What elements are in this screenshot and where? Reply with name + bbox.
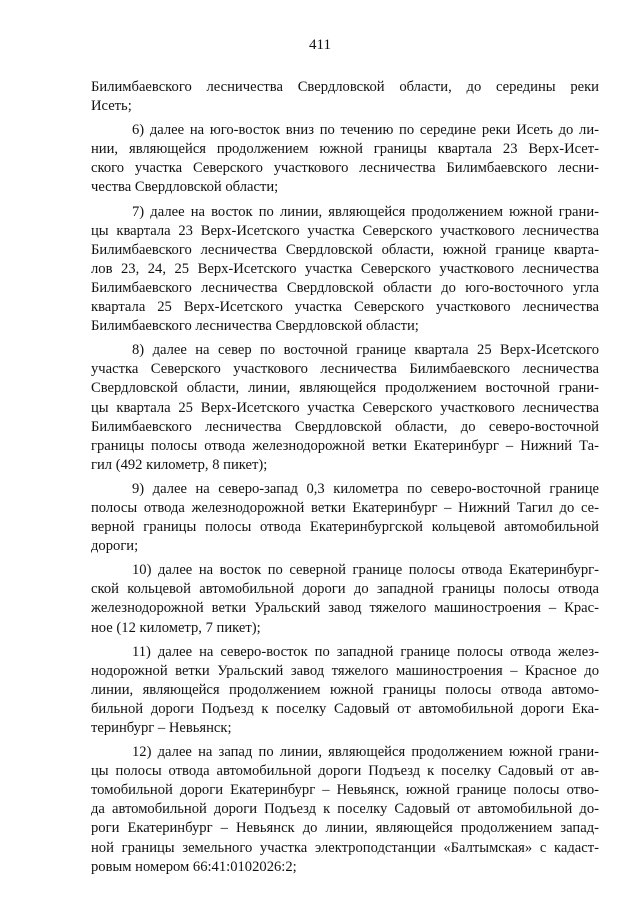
text-line: Билимбаевского лесничества Свердловской области, до северо-восточной	[91, 418, 599, 435]
text-line: да автомобильной дороги Подъезд к поселку Садовый от автомобильной до-	[91, 801, 599, 818]
paragraph-p6	[91, 121, 599, 197]
text-line: ской кольцевой автомобильной дороги до западной границы полосы отвода	[91, 581, 599, 598]
text-line: железнодорожной ветки Уральский завод тяжелого машиностроения – Крас-	[91, 600, 599, 617]
text-line: томобильной дороги Екатеринбург – Невьянск, южной границе полосы отво-	[91, 782, 599, 799]
paragraph-p7	[91, 203, 599, 337]
paragraph-p8	[91, 341, 599, 475]
text-line: 12) далее на запад по линии, являющейся продолжением южной грани-	[132, 744, 599, 761]
text-line: границы полосы отвода железнодорожной ветки Екатеринбург – Нижний Та-	[91, 437, 599, 454]
text-line: 10) далее на восток по северной границе полосы отвода Екатеринбург-	[132, 562, 599, 579]
text-line: Билимбаевского лесничества Свердловской области;	[91, 318, 419, 335]
text-line: 9) далее на северо-запад 0,3 километра по северо-восточной границе	[132, 480, 599, 497]
text-line: полосы отвода железнодорожной ветки Екатеринбург – Нижний Тагил до се-	[91, 499, 599, 516]
text-line: квартала 25 Верх-Исетского участка Северского участкового лесничества	[91, 299, 599, 316]
text-line: участка Северского участкового лесничества Билимбаевского лесничества	[91, 361, 599, 378]
text-line: цы квартала 25 Верх-Исетского участка Северского участкового лесничества	[91, 399, 599, 416]
paragraph-p11	[91, 643, 599, 738]
text-line: 11) далее на северо-восток по западной границе полосы отвода желез-	[132, 643, 599, 660]
text-line: Свердловской области, линии, являющейся продолжением восточной грани-	[91, 380, 599, 397]
text-line: линии, являющейся продолжением южной границы полосы отвода автомо-	[91, 681, 599, 698]
paragraph-p9	[91, 480, 599, 556]
text-line: нии, являющейся продолжением южной границы квартала 23 Верх-Исет-	[91, 141, 599, 158]
text-line: Билимбаевского лесничества Свердловской области, до середины реки	[91, 79, 599, 95]
text-line: 6) далее на юго-восток вниз по течению по середине реки Исеть до ли-	[132, 122, 599, 139]
text-line: теринбург – Невьянск;	[91, 720, 232, 736]
text-line: бильной дороги Подъезд к поселку Садовый от автомобильной дороги Ека-	[91, 700, 599, 717]
text-line: ной границы земельного участка электроподстанции «Балтымская» с кадаст-	[91, 839, 599, 856]
text-line: цы квартала 23 Верх-Исетского участка Северского участкового лесничества	[91, 222, 599, 239]
text-line: Билимбаевского лесничества Свердловской области до юго-восточного угла	[91, 279, 599, 296]
text-line: лов 23, 24, 25 Верх-Исетского участка Северского участкового лесничества	[91, 260, 599, 277]
text-line: цы полосы отвода автомобильной дороги Подъезд к поселку Садовый от ав-	[91, 763, 599, 780]
text-line: гил (492 километр, 8 пикет);	[91, 456, 268, 473]
paragraph-intro	[91, 78, 599, 116]
text-line: ровым номером 66:41:0102026:2;	[91, 858, 297, 875]
text-line: роги Екатеринбург – Невьянск до линии, являющейся продолжением запад-	[91, 820, 599, 837]
document-body	[91, 78, 599, 882]
page-number: 411	[309, 37, 331, 53]
text-line: 8) далее на север по восточной границе квартала 25 Верх-Исетского	[132, 342, 599, 359]
text-line: 7) далее на восток по линии, являющейся продолжением южной грани-	[132, 203, 599, 220]
text-line: Билимбаевского лесничества Свердловской области, южной границе кварта-	[91, 241, 599, 258]
text-line: чества Свердловской области;	[91, 179, 279, 196]
text-line: ского участка Северского участкового лесничества Билимбаевского лесни-	[91, 160, 599, 177]
text-line: дороги;	[91, 538, 139, 555]
text-line: нодорожной ветки Уральский завод тяжелого машиностроения – Красное до	[91, 662, 599, 679]
text-line: ное (12 километр, 7 пикет);	[91, 619, 261, 636]
text-line: верной границы полосы отвода Екатеринбургской кольцевой автомобильной	[91, 519, 599, 536]
paragraph-p12	[91, 743, 599, 877]
paragraph-p10	[91, 561, 599, 637]
text-line: Исеть;	[91, 98, 132, 115]
